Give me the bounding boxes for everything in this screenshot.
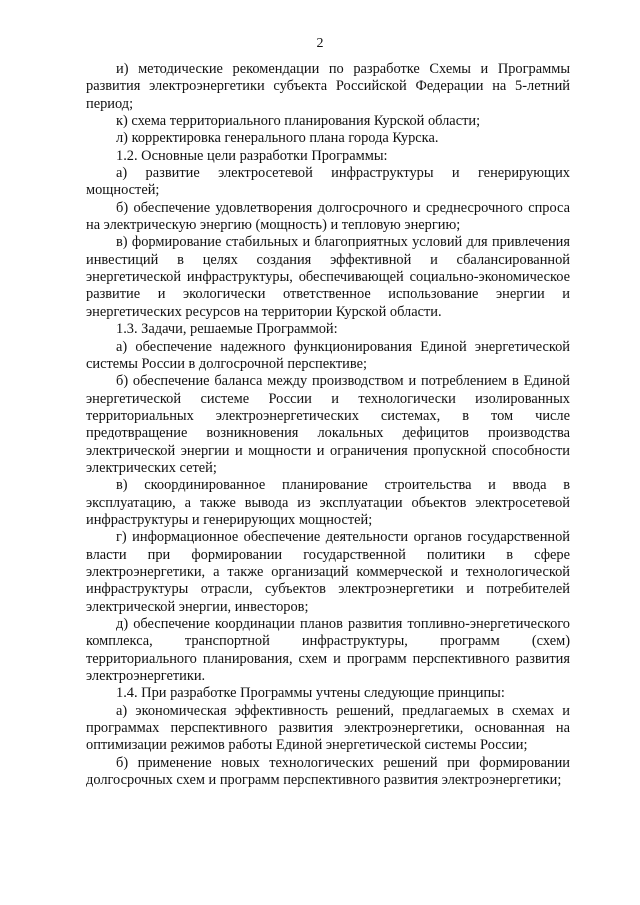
paragraph-item-i: и) методические рекомендации по разработке Схемы и Программы развития электроэнергетики субъекта Российской Федерации на 5-летний период; [86,61,570,112]
section-heading-1-4: 1.4. При разработке Программы учтены следующие принципы: [116,685,505,702]
paragraph-task-v: в) скоординированное планирование строительства и ввода в эксплуатацию, а также вывода из эксплуатации объектов электросетевой инфраструктуры и генерирующих мощностей; [86,477,570,528]
document-body [86,61,570,789]
section-heading-1-3: 1.3. Задачи, решаемые Программой: [116,321,338,338]
paragraph-principle-b: б) применение новых технологических решений при формировании долгосрочных схем и программ перспективного развития электроэнергетики; [86,754,570,789]
paragraph-task-b: б) обеспечение баланса между производством и потреблением в Единой энергетической системе России и технологически изолированных территориальных электроэнергетических системах, в том числе предотвращение возникновения локальных дефицитов производства электрической энергии и мощности и ограничения пропускной способности электрических сетей; [86,373,570,476]
paragraph-goal-b: б) обеспечение удовлетворения долгосрочного и среднесрочного спроса на электрическую энергию (мощность) и тепловую энергию; [86,199,570,234]
paragraph-task-d: д) обеспечение координации планов развития топливно-энергетического комплекса, транспортной инфраструктуры, программ (схем) территориального планирования, схем и программ перспективного развития электроэнергетики. [86,616,570,685]
paragraph-task-a: а) обеспечение надежного функционирования Единой энергетической системы России в долгосрочной перспективе; [86,338,570,372]
page-number: 2 [316,36,324,51]
section-heading-1-2: 1.2. Основные цели разработки Программы: [116,147,388,164]
paragraph-item-l: л) корректировка генерального плана города Курска. [116,130,439,147]
paragraph-principle-a: а) экономическая эффективность решений, предлагаемых в схемах и программах перспективного развития электроэнергетики, основанная на оптимизации режимов работы Единой энергетической системы России; [86,702,570,754]
paragraph-goal-a: а) развитие электросетевой инфраструктуры и генерирующих мощностей; [86,165,570,199]
paragraph-task-g: г) информационное обеспечение деятельности органов государственной власти при формировании государственной политики в сфере электроэнергетики, а также организаций коммерческой и технологической инфраструктуры отрасли, субъектов электроэнергетики и потребителей электрической энергии, инвесторов; [86,529,570,615]
paragraph-item-k: к) схема территориального планирования Курской области; [116,113,481,130]
paragraph-goal-v: в) формирование стабильных и благоприятных условий для привлечения инвестиций в целях создания эффективной и сбалансированной энергетической инфраструктуры, обеспечивающей социально-экономическое развитие и экологически ответственное использование энергии и энергетических ресурсов на территории Курской области. [86,234,570,320]
